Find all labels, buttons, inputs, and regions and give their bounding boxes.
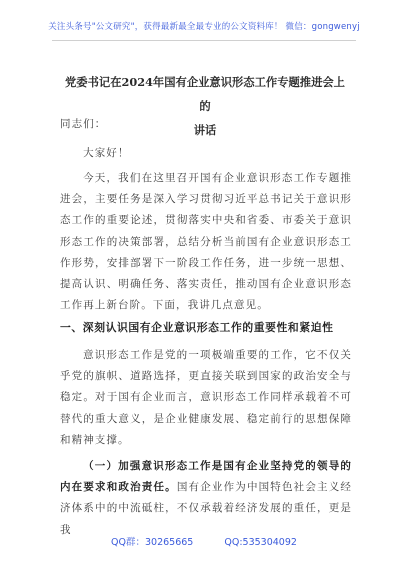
subsection-1-heading: （一）加强意识形态工作是国有企业坚持党的领导的内在要求和政治责任。 [60, 460, 352, 494]
salutation: 同志们： [60, 118, 107, 130]
subsection-1-paragraph [60, 456, 352, 541]
title-line-2: 讲话 [193, 123, 217, 137]
footer-qq-group: QQ群：30265665 [111, 537, 194, 548]
section-1-heading: 一、深刻认识国有企业意识形态工作的重要性和紧迫性 [60, 321, 334, 334]
footer-qq-number: QQ:535304092 [224, 537, 297, 548]
subsection-1-text: 国有企业作为中国特色社会主义经济体系中的中流砥柱，不仅承载着经济发展的重任，更是我 [60, 481, 353, 536]
header-divider [52, 40, 356, 41]
section-1-paragraph: 意识形态工作是党的一项极端重要的工作，它不仅关乎党的旗帜、道路选择，更直接关联到国家的政治安全与稳定。对于国有企业而言，意识形态工作同样承载着不可替代的重大意义，是企业健康发展、稳定前行的思想保障和精神支撑。 [60, 349, 352, 446]
greeting: 大家好！ [83, 147, 130, 159]
intro-paragraph: 今天，我们在这里召开国有企业意识形态工作专题推进会，主要任务是深入学习贯彻习近平总书记关于意识形态工作的重要论述，贯彻落实中央和省委、市委关于意识形态工作的决策部署，总结分析当前国有企业意识形态工作形势，安排部署下一阶段工作任务，进一步统一思想、提高认识、明确任务、落实责任，推动国有企业意识形态工作再上新台阶。下面，我讲几点意见。 [60, 172, 352, 312]
header-note: 关注头条号"公文研究"，获得最新最全最专业的公文资料库！ 微信：gongwenyj [48, 22, 360, 32]
title-line-1: 党委书记在2024年国有企业意识形态工作专题推进会上的 [65, 75, 345, 113]
footer-contact [0, 534, 408, 548]
